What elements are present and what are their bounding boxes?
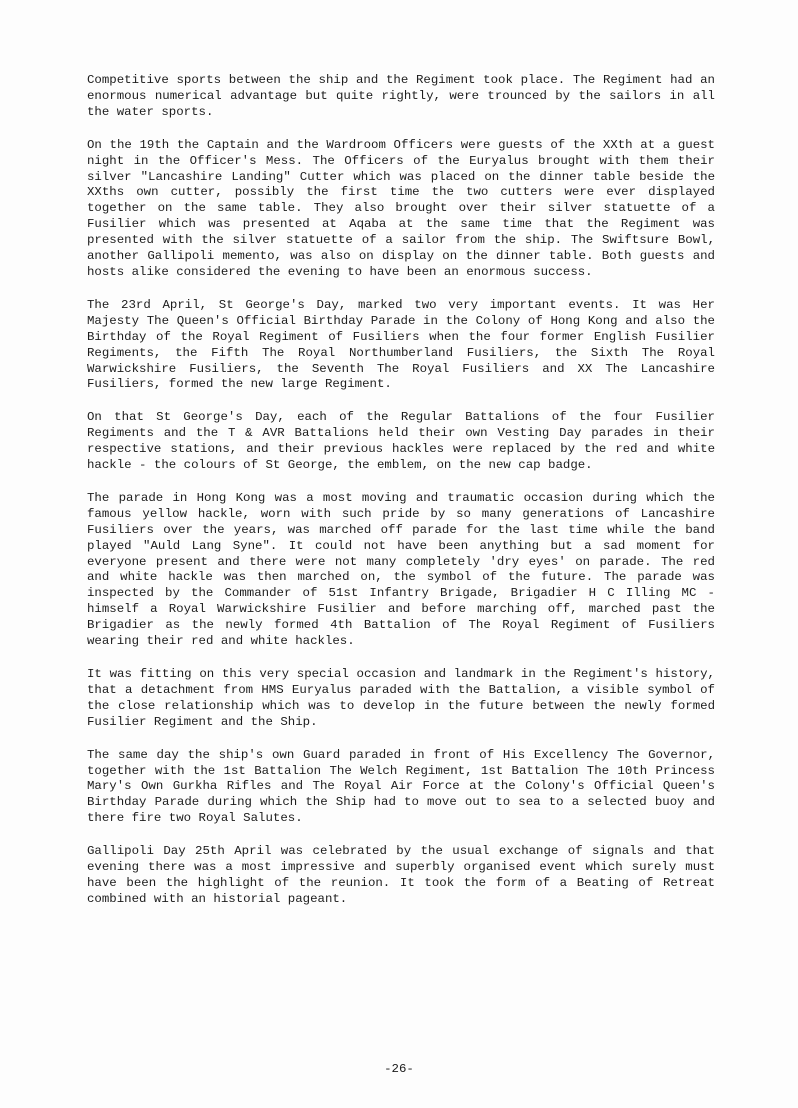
paragraph-guest-night: On the 19th the Captain and the Wardroom Officers were guests of the XXth at a guest night in the Officer's Mess. The Officers of the Euryalus brought with them their silver "Lancashire Landing" Cutter which was placed on the dinner table beside the XXths own cutter, possibly the first time the two cutters were ever displayed together on the same table. They also brought over their silver statuette of a Fusilier which was presented at Aqaba at the same time that the Regiment was presented with the silver statuette of a sailor from the ship. The Swiftsure Bowl, another Gallipoli memento, was also on display on the dinner table. Both guests and hosts alike considered the evening to have been an enormous success. (87, 137, 715, 279)
paragraph-st-georges-day: The 23rd April, St George's Day, marked two very important events. It was Her Majesty The Queen's Official Birthday Parade in the Colony of Hong Kong and also the Birthday of the Royal Regiment of Fusiliers when the four former English Fusilier Regiments, the Fifth The Royal Northumberland Fusiliers, the Sixth The Royal Warwickshire Fusiliers, the Seventh The Royal Fusiliers and XX The Lancashire Fusiliers, formed the new large Regiment. (87, 297, 715, 392)
paragraph-gallipoli-day: Gallipoli Day 25th April was celebrated by the usual exchange of signals and that evening there was a most impressive and superbly organised event which surely must have been the highlight of the reunion. It took the form of a Beating of Retreat combined with an historial pageant. (87, 844, 715, 906)
page-number: -26- (384, 1062, 414, 1076)
body-text (87, 73, 715, 925)
paragraph-hong-kong-parade: The parade in Hong Kong was a most moving and traumatic occasion during which the famous yellow hackle, worn with such pride by so many generations of Lancashire Fusiliers over the years, was marched off parade for the last time while the band played "Auld Lang Syne". It could not have been anything but a sad moment for everyone present and there were not many completely 'dry eyes' on parade. The red and white hackle was then marched on, the symbol of the future. The parade was inspected by the Commander of 51st Infantry Brigade, Brigadier H C Illing MC - himself a Royal Warwickshire Fusilier and before marching off, marched past the Brigadier as the newly formed 4th Battalion of The Royal Regiment of Fusiliers wearing their red and white hackles. (87, 490, 715, 649)
paragraph-vesting-day: On that St George's Day, each of the Regular Battalions of the four Fusilier Regiments and the T & AVR Battalions held their own Vesting Day parades in their respective stations, and their previous hackles were replaced by the red and white hackle - the colours of St George, the emblem, on the new cap badge. (87, 410, 715, 473)
paragraph-guard-parade: The same day the ship's own Guard paraded in front of His Excellency The Governor, together with the 1st Battalion The Welch Regiment, 1st Battalion The 10th Princess Mary's Own Gurkha Rifles and The Royal Air Force at the Colony's Official Queen's Birthday Parade during which the Ship had to move out to sea to a selected buoy and there fire two Royal Salutes. (87, 747, 715, 826)
paragraph-detachment: It was fitting on this very special occasion and landmark in the Regiment's history, that a detachment from HMS Euryalus paraded with the Battalion, a visible symbol of the close relationship which was to develop in the future between the newly formed Fusilier Regiment and the Ship. (87, 667, 715, 729)
paragraph-sports: Competitive sports between the ship and the Regiment took place. The Regiment had an enormous numerical advantage but quite rightly, were trounced by the sailors in all the water sports. (87, 73, 715, 119)
